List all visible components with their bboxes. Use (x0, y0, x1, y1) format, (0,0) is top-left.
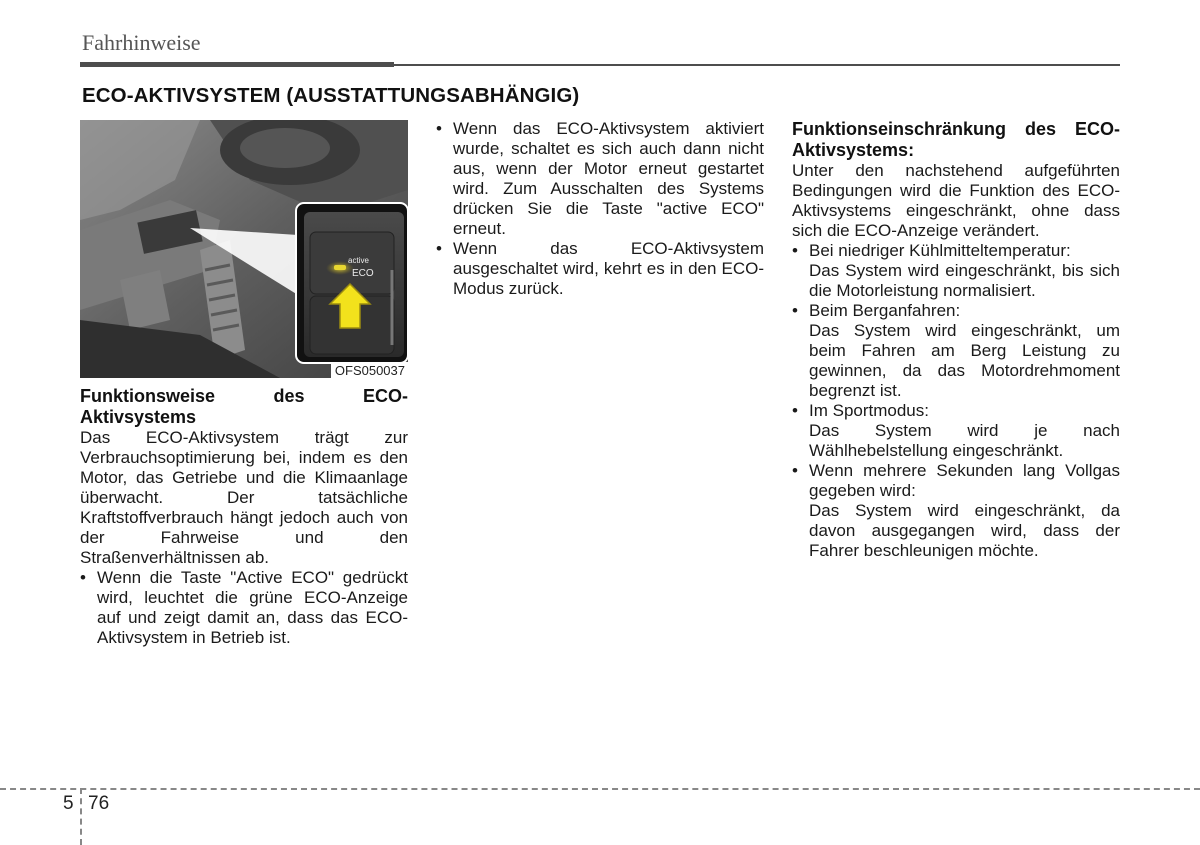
section-label: Fahrhinweise (82, 30, 201, 55)
col3-item-label: • Beim Berganfahren: (792, 301, 1120, 321)
header-rule-thin (394, 64, 1120, 66)
page-title: ECO-AKTIVSYSTEM (AUSSTATTUNGSABHÄNGIG) (82, 84, 580, 107)
chapter-number: 5 (63, 793, 74, 814)
header-rule-thick (80, 62, 394, 67)
col3-item-label: • Im Sportmodus: (792, 401, 1120, 421)
page-number: 76 (88, 793, 110, 814)
col3-item-text: Das System wird eingeschränkt, um beim Fahren am Berg Leistung zu gewinnen, da das Motordrehmoment begrenzt ist. (809, 321, 1120, 400)
col3-item-text: Das System wird eingeschränkt, da davon ausgegangen wird, dass der Fahrer beschleunigen möchte. (809, 501, 1120, 560)
button-label-active: active (348, 256, 369, 265)
col3-item-label: • Bei niedriger Kühlmitteltemperatur: (792, 241, 1120, 261)
col2-bullet-1: • Wenn das ECO-Aktivsystem aktiviert wurde, schaltet es sich auch dann nicht aus, wenn der Motor erneut gestartet wird. Zum Ausschalten des Systems drücken Sie die Taste "active ECO" erneut. (436, 119, 764, 239)
col3-subheading: Funktionseinschränkung des ECO-Aktivsystems: (792, 119, 1120, 160)
col3-item-text: Das System wird je nach Wählhebelstellung eingeschränkt. (809, 421, 1120, 460)
col1-bullet-1: • Wenn die Taste "Active ECO" gedrückt wird, leuchtet die grüne ECO-Anzeige auf und zeigt damit an, dass das ECO-Aktivsystem in Betrieb ist. (80, 568, 408, 648)
column-1 (80, 386, 408, 648)
footer-divider (80, 788, 82, 845)
button-label-eco: ECO (352, 268, 374, 279)
column-3 (792, 119, 1120, 561)
eco-button-photo (80, 120, 408, 378)
col3-item-label: • Wenn mehrere Sekunden lang Vollgas gegeben wird: (792, 461, 1120, 501)
column-2 (436, 119, 764, 299)
figure-caption: OFS050037 (331, 362, 408, 378)
col3-item-text: Das System wird eingeschränkt, bis sich die Motorleistung normalisiert. (809, 261, 1120, 300)
footer-rule (0, 788, 1200, 790)
col1-subheading: Funktionsweise des ECO-Aktivsystems (80, 386, 408, 427)
col3-intro: Unter den nachstehend aufgeführten Bedingungen wird die Funktion des ECO-Aktivsystems eingeschränkt, ohne dass sich die ECO-Anzeige verändert. (792, 161, 1120, 240)
col1-intro: Das ECO-Aktivsystem trägt zur Verbrauchsoptimierung bei, indem es den Motor, das Getriebe und die Klimaanlage überwacht. Der tatsächliche Kraftstoffverbrauch hängt jedoch auch von der Fahrweise und den Straßenverhältnissen ab. (80, 428, 408, 567)
col2-bullet-2: • Wenn das ECO-Aktivsystem ausgeschaltet wird, kehrt es in den ECO-Modus zurück. (436, 239, 764, 299)
